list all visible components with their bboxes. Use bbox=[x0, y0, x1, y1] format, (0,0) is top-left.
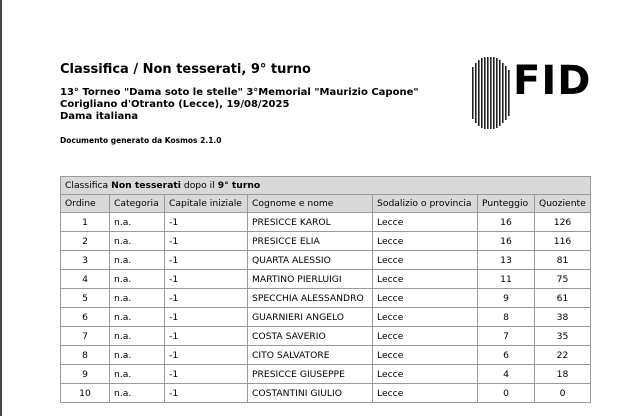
table-row bbox=[61, 384, 591, 403]
table-row bbox=[61, 232, 591, 251]
logo-stripe bbox=[499, 60, 501, 126]
cell-capitale: -1 bbox=[165, 384, 248, 403]
cell-sodalizio: Lecce bbox=[373, 213, 478, 232]
cell-sodalizio: Lecce bbox=[373, 289, 478, 308]
table-row bbox=[61, 308, 591, 327]
table-row bbox=[61, 213, 591, 232]
generated-by-note: Documento generato da Kosmos 2.1.0 bbox=[60, 136, 222, 145]
logo-stripe bbox=[472, 67, 474, 119]
table-row bbox=[61, 251, 591, 270]
table-row bbox=[61, 289, 591, 308]
cell-categoria: n.a. bbox=[110, 213, 165, 232]
cell-ordine: 2 bbox=[61, 232, 110, 251]
cell-nome: PRESICCE GIUSEPPE bbox=[248, 365, 373, 384]
cell-capitale: -1 bbox=[165, 346, 248, 365]
logo-stripe bbox=[508, 70, 510, 116]
cell-categoria: n.a. bbox=[110, 365, 165, 384]
cell-quoziente: 22 bbox=[535, 346, 591, 365]
cell-nome: CITO SALVATORE bbox=[248, 346, 373, 365]
page-left-edge bbox=[0, 0, 2, 416]
logo-stripe bbox=[496, 58, 498, 128]
cell-capitale: -1 bbox=[165, 308, 248, 327]
cell-capitale: -1 bbox=[165, 270, 248, 289]
cell-punteggio: 7 bbox=[478, 327, 535, 346]
cell-nome: PRESICCE ELIA bbox=[248, 232, 373, 251]
cell-capitale: -1 bbox=[165, 289, 248, 308]
cell-nome: MARTINO PIERLUIGI bbox=[248, 270, 373, 289]
cell-ordine: 5 bbox=[61, 289, 110, 308]
cell-capitale: -1 bbox=[165, 251, 248, 270]
cell-quoziente: 0 bbox=[535, 384, 591, 403]
caption-prefix: Classifica bbox=[65, 180, 112, 191]
cell-punteggio: 8 bbox=[478, 308, 535, 327]
logo-stripe bbox=[487, 57, 489, 129]
cell-punteggio: 13 bbox=[478, 251, 535, 270]
cell-nome: COSTANTINI GIULIO bbox=[248, 384, 373, 403]
table-row bbox=[61, 346, 591, 365]
cell-sodalizio: Lecce bbox=[373, 251, 478, 270]
cell-sodalizio: Lecce bbox=[373, 308, 478, 327]
caption-group: Non tesserati bbox=[111, 180, 181, 191]
col-header-capitale: Capitale iniziale bbox=[165, 195, 248, 213]
col-header-punteggio: Punteggio bbox=[478, 195, 535, 213]
page-title: Classifica / Non tesserati, 9° turno bbox=[60, 62, 311, 77]
cell-ordine: 3 bbox=[61, 251, 110, 270]
cell-sodalizio: Lecce bbox=[373, 270, 478, 289]
cell-sodalizio: Lecce bbox=[373, 346, 478, 365]
cell-categoria: n.a. bbox=[110, 346, 165, 365]
cell-punteggio: 11 bbox=[478, 270, 535, 289]
table-row bbox=[61, 327, 591, 346]
cell-quoziente: 81 bbox=[535, 251, 591, 270]
cell-quoziente: 35 bbox=[535, 327, 591, 346]
cell-ordine: 7 bbox=[61, 327, 110, 346]
col-header-nome: Cognome e nome bbox=[248, 195, 373, 213]
cell-quoziente: 38 bbox=[535, 308, 591, 327]
tournament-subtitle bbox=[60, 87, 419, 123]
table-row bbox=[61, 270, 591, 289]
logo-stripes bbox=[472, 57, 510, 129]
logo-stripe bbox=[490, 57, 492, 129]
logo-stripe bbox=[493, 57, 495, 129]
cell-nome: GUARNIERI ANGELO bbox=[248, 308, 373, 327]
game-type: Dama italiana bbox=[60, 111, 139, 122]
table-body bbox=[61, 213, 591, 403]
cell-quoziente: 18 bbox=[535, 365, 591, 384]
cell-capitale: -1 bbox=[165, 365, 248, 384]
cell-ordine: 8 bbox=[61, 346, 110, 365]
col-header-quoziente: Quoziente bbox=[535, 195, 591, 213]
caption-round: 9° turno bbox=[217, 180, 261, 191]
cell-quoziente: 116 bbox=[535, 232, 591, 251]
cell-capitale: -1 bbox=[165, 327, 248, 346]
cell-categoria: n.a. bbox=[110, 270, 165, 289]
cell-sodalizio: Lecce bbox=[373, 384, 478, 403]
logo-stripe bbox=[475, 63, 477, 123]
tournament-name: 13° Torneo "Dama soto le stelle" 3°Memorial "Maurizio Capone" bbox=[60, 87, 419, 98]
cell-sodalizio: Lecce bbox=[373, 232, 478, 251]
fid-logo-text: FID bbox=[513, 58, 592, 104]
logo-stripe bbox=[502, 63, 504, 123]
cell-quoziente: 126 bbox=[535, 213, 591, 232]
tournament-location-date: Corigliano d'Otranto (Lecce), 19/08/2025 bbox=[60, 99, 290, 110]
cell-categoria: n.a. bbox=[110, 384, 165, 403]
cell-categoria: n.a. bbox=[110, 232, 165, 251]
table-row bbox=[61, 365, 591, 384]
cell-categoria: n.a. bbox=[110, 251, 165, 270]
col-header-ordine: Ordine bbox=[61, 195, 110, 213]
col-header-sodalizio: Sodalizio o provincia bbox=[373, 195, 478, 213]
cell-nome: QUARTA ALESSIO bbox=[248, 251, 373, 270]
cell-nome: SPECCHIA ALESSANDRO bbox=[248, 289, 373, 308]
logo-stripe bbox=[478, 60, 480, 126]
cell-ordine: 1 bbox=[61, 213, 110, 232]
cell-nome: COSTA SAVERIO bbox=[248, 327, 373, 346]
table-caption bbox=[61, 177, 591, 195]
cell-categoria: n.a. bbox=[110, 327, 165, 346]
cell-ordine: 10 bbox=[61, 384, 110, 403]
cell-sodalizio: Lecce bbox=[373, 327, 478, 346]
cell-quoziente: 61 bbox=[535, 289, 591, 308]
cell-capitale: -1 bbox=[165, 213, 248, 232]
cell-quoziente: 75 bbox=[535, 270, 591, 289]
standings-table bbox=[60, 176, 591, 403]
logo-stripe bbox=[481, 58, 483, 128]
logo-stripe bbox=[484, 57, 486, 129]
logo-stripe bbox=[505, 66, 507, 120]
cell-categoria: n.a. bbox=[110, 289, 165, 308]
cell-nome: PRESICCE KAROL bbox=[248, 213, 373, 232]
cell-punteggio: 6 bbox=[478, 346, 535, 365]
table-caption-row bbox=[61, 177, 591, 195]
cell-punteggio: 0 bbox=[478, 384, 535, 403]
cell-categoria: n.a. bbox=[110, 308, 165, 327]
cell-capitale: -1 bbox=[165, 232, 248, 251]
col-header-categoria: Categoria bbox=[110, 195, 165, 213]
cell-ordine: 9 bbox=[61, 365, 110, 384]
cell-punteggio: 16 bbox=[478, 213, 535, 232]
cell-ordine: 6 bbox=[61, 308, 110, 327]
table-header-row bbox=[61, 195, 591, 213]
cell-punteggio: 16 bbox=[478, 232, 535, 251]
cell-ordine: 4 bbox=[61, 270, 110, 289]
cell-punteggio: 9 bbox=[478, 289, 535, 308]
cell-punteggio: 4 bbox=[478, 365, 535, 384]
caption-middle: dopo il bbox=[180, 180, 218, 191]
cell-sodalizio: Lecce bbox=[373, 365, 478, 384]
